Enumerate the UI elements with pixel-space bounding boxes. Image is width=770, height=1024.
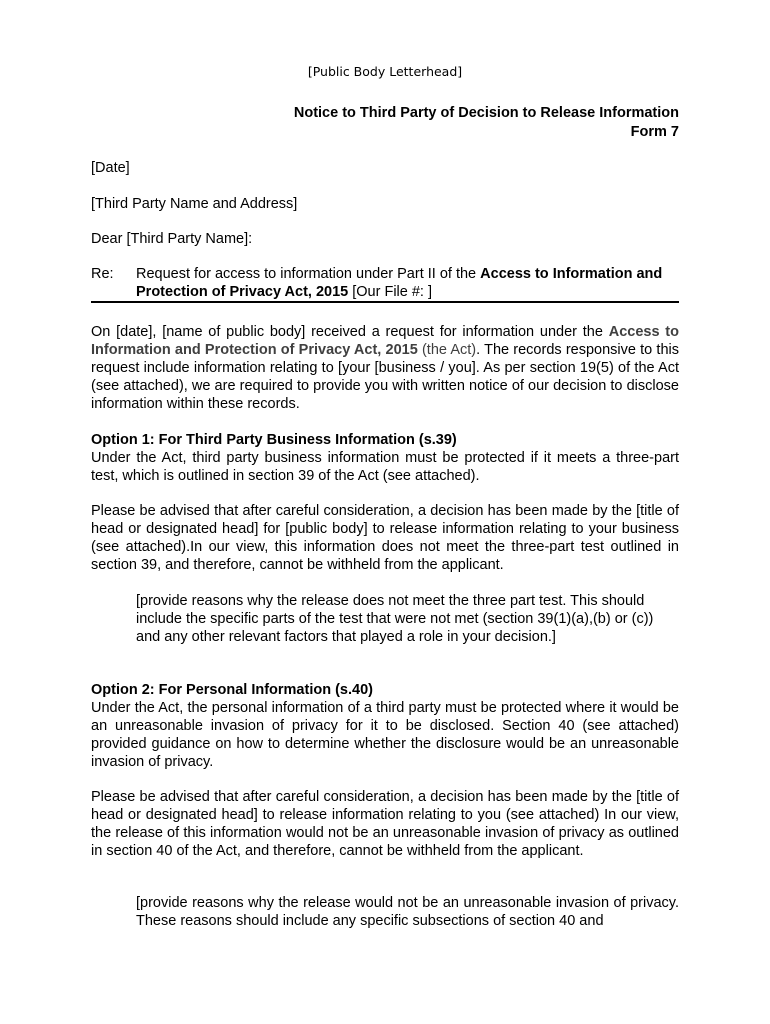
form-title-line1: Notice to Third Party of Decision to Release Information bbox=[293, 105, 679, 121]
date-placeholder: [Date] bbox=[91, 160, 130, 176]
option1-section bbox=[91, 431, 679, 485]
re-text-before: Request for access to information under Part II of the bbox=[136, 266, 481, 282]
re-file-number: [Our File #: ] bbox=[348, 284, 433, 300]
divider-rule bbox=[91, 301, 679, 303]
option2-paragraph1: Under the Act, the personal information of a third party must be protected where it would be an unreasonable invasion of privacy for it to be disclosed. Section 40 (see attached) provided guidance on how to determine whether the disclosure would be an unreasonable invasion of privacy. bbox=[91, 700, 679, 770]
form-number: Form 7 bbox=[630, 124, 679, 140]
option1-paragraph2: Please be advised that after careful consideration, a decision has been made by the [title of head or designated head] for [public body] to release information relating to your business (see attached).In our view, this information does not meet the three-part test outlined in section 39, and therefore, cannot be withheld from the applicant. bbox=[91, 503, 679, 573]
option1-paragraph1: Under the Act, third party business information must be protected if it meets a three-part test, which is outlined in section 39 of the Act (see attached). bbox=[91, 450, 679, 484]
letterhead-placeholder: [Public Body Letterhead] bbox=[307, 64, 463, 79]
option2-reasons: [provide reasons why the release would not be an unreasonable invasion of privacy. These reasons should include any specific subsections of section 40 and bbox=[136, 895, 679, 929]
salutation: Dear [Third Party Name]: bbox=[91, 231, 253, 247]
option2-heading: Option 2: For Personal Information (s.40) bbox=[91, 682, 373, 698]
form-title bbox=[294, 104, 679, 142]
intro-act-ref: (the Act) bbox=[417, 342, 477, 358]
intro-paragraph bbox=[91, 323, 679, 413]
intro-text-rest: . The records responsive to this request include information relating to [your [business / you]. As per section 19(5) of the Act (see attached), we are required to provide you with written notice of our decision to disclose information within these records. bbox=[91, 342, 679, 412]
option1-heading: Option 1: For Third Party Business Information (s.39) bbox=[91, 432, 457, 448]
option2-section bbox=[91, 681, 679, 771]
third-party-address: [Third Party Name and Address] bbox=[91, 196, 298, 212]
re-subject bbox=[136, 265, 679, 301]
intro-act-name: Access to Information and Protection of Privacy Act, 2015 bbox=[91, 324, 679, 358]
option2-paragraph2: Please be advised that after careful consideration, a decision has been made by the [title of head or designated head] to release information relating to you (see attached) In our view, the release of this information would not be an unreasonable invasion of privacy as outlined in section 40 of the Act, and therefore, cannot be withheld from the applicant. bbox=[91, 789, 679, 859]
intro-text: On [date], [name of public body] received a request for information under the bbox=[91, 324, 609, 340]
re-label: Re: bbox=[91, 266, 114, 282]
re-act-name: Access to Information and Protection of Privacy Act, 2015 bbox=[136, 266, 663, 300]
option1-reasons: [provide reasons why the release does not meet the three part test. This should include the specific parts of the test that were not met (section 39(1)(a),(b) or (c)) and any other relevant factors that played a role in your decision.] bbox=[136, 593, 654, 645]
